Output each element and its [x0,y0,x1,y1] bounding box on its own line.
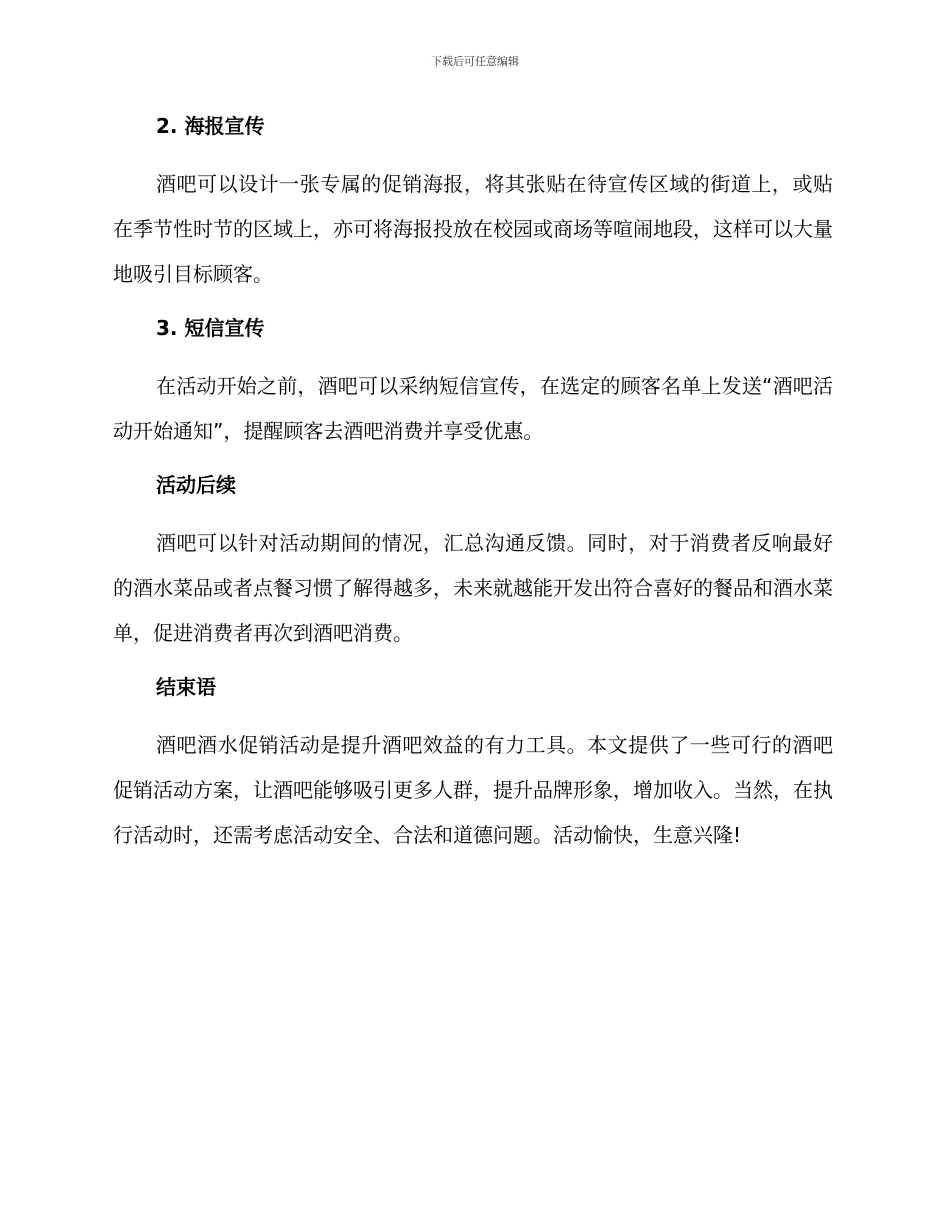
section-paragraph-follow-up: 酒吧可以针对活动期间的情况，汇总沟通反馈。同时，对于消费者反响最好的酒水菜品或者点餐习惯了解得越多，未来就越能开发出符合喜好的餐品和酒水菜单，促进消费者再次到酒吧消费。 [113,531,833,645]
section-heading-sms: 3. 短信宣传 [156,316,265,340]
section-heading-conclusion: 结束语 [156,675,216,699]
section-heading-follow-up: 活动后续 [156,473,236,497]
section-paragraph-sms: 在活动开始之前，酒吧可以采纳短信宣传，在选定的顾客名单上发送“酒吧活动开始通知”，提醒顾客去酒吧消费并享受优惠。 [113,374,833,443]
section-paragraph-poster: 酒吧可以设计一张专属的促销海报，将其张贴在待宣传区域的街道上，或贴在季节性时节的区域上，亦可将海报投放在校园或商场等喧闹地段，这样可以大量地吸引目标顾客。 [113,172,833,286]
section-paragraph-conclusion: 酒吧酒水促销活动是提升酒吧效益的有力工具。本文提供了一些可行的酒吧促销活动方案，让酒吧能够吸引更多人群，提升品牌形象，增加收入。当然，在执行活动时，还需考虑活动安全、合法和道德问题。活动愉快，生意兴隆! [113,733,833,847]
document-body [113,112,833,875]
page-header-note: 下载后可任意编辑 [431,55,519,68]
section-heading-poster: 2. 海报宣传 [156,114,265,138]
